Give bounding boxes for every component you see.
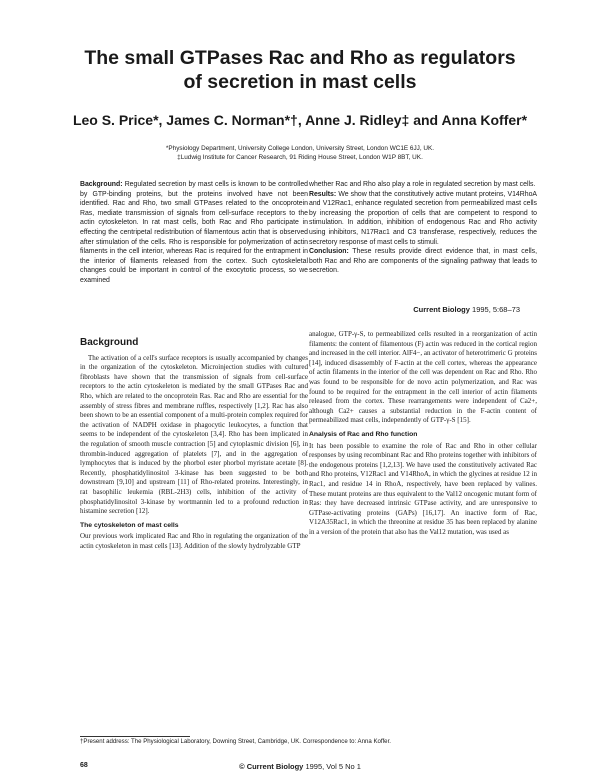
title-line-2: of secretion in mast cells [183,71,417,93]
results-text: We show that the constitutively active mutant proteins, V14RhoA and V12Rac1, enhance regulated secretion from permeabilized mast cells by increasing the proportion of cells that are competent to respond to stimulation. In addition, inhibition of endogenous Rac and Rho activity using inhibitors, N17Rac1 and C3 transferase, respectively, reduces the secretory response of mast cells to stimuli. [309,190,538,246]
title-line-1: The small GTPases Rac and Rho as regulators [84,47,516,69]
footnote: †Present address: The Physiological Laboratory, Downing Street, Cambridge, UK. Correspondence to: Anna Koffer. [80,738,391,745]
affiliations [60,144,540,162]
conclusion-paragraph [309,247,537,276]
abstract-right-column [309,180,537,276]
analysis-heading: Analysis of Rac and Rho function [309,430,418,438]
abstract-left-column [80,180,308,286]
background-continued: whether Rac and Rho also play a role in regulated secretion by mast cells. [309,181,536,188]
background-label: Background: [80,181,123,188]
conclusion-label: Conclusion: [309,248,349,256]
body-left-column [80,330,308,554]
conclusion-text: These results provide direct evidence that, in mast cells, both Rac and Rho are components of the signaling pathway that leads to secretion. [309,248,537,275]
article-title [60,46,540,94]
footer-journal [220,762,380,771]
results-paragraph [309,190,537,248]
cytoskeleton-paragraph: Our previous work implicated Rac and Rho in regulating the organization of the actin cytoskeleton in mast cells [13]. Addition of the slowly hydrolyzable GTP [80,532,308,550]
body-right-column [309,330,537,540]
background-paragraph: The activation of a cell's surface receptors is usually accompanied by changes in the organization of the cytoskeleton. Microinjection studies with cultured fibroblasts have shown that the transmission of signals from cell-surface receptors to the actin cytoskeleton is mediated by the small GTPases Rac and Rho, which are related to the oncoprotein Ras. Rac and Rho are essential for the assembly of stress fibres and membrane ruffles, respectively [1,2]. Rac has also been shown to be an essential component of a multi-protein complex required for the activation of NADPH oxidase in phagocytic leukocytes, a function that seems to be independent of the cytoskeleton [3,4]. Rho has been implicated in the regulation of smooth muscle contraction [5] and cytoplasmic division [6], in thrombin-induced aggregation of platelets [7], and in the aggregation of lymphocytes that is induced by the phorbol ester phorbol myristate acetate [8]. Recently, phosphatidylinositol 3-kinase has been suggested to be both downstream [9,10] and upstream [11] of Rho-related proteins. Interestingly, in rat basophilic leukemia (RBL-2H3) cells, inhibition of the activity of phosphatidylinositol 3-kinase by wortmannin led to a profound reduction in histamine secretion [12]. [80,353,308,516]
right-paragraph-1: analogue, GTP-γ-S, to permeabilized cells resulted in a reorganization of actin filaments: the content of filamentous (F) actin was reduced in the cortical region and increased in the cell interior. AlF4−, an activator of heterotrimeric G proteins [14], induced disassembly of F-actin at the cell cortex, whereas the appearance of actin filaments in the interior of the cell was dependent on Rac and Rho. Rho was found to be responsible for de novo actin polymerization, and Rac was found to be required for the entrapment in the cell interior of actin filaments released from the cortex. These rearrangements were independent of Ca2+, although Ca2+ causes a substantial reduction in the F-actin content of permeabilized mast cells, independently of GTP-γ-S [15]. [309,330,537,425]
cytoskeleton-heading: The cytoskeleton of mast cells [80,521,179,529]
affiliation-1: *Physiology Department, University College London, University Street, London WC1E 6JJ, UK. [165,145,435,152]
footer-journal-details: 1995, Vol 5 No 1 [305,762,361,771]
footnote-divider [80,736,190,737]
background-text: Regulated secretion by mast cells is known to be controlled by GTP-binding proteins, but the proteins involved have not been identified. Rac and Rho, two small GTPases related to the oncoprotein Ras, mediate transmission of signals from cell-surface receptors to the actin cytoskeleton. In rat mast cells, both Rac and Rho participate in effecting the centripetal redistribution of filamentous actin that is observed after stimulation of the cells. Rho is responsible for polymerization of actin filaments in the cell interior, whereas Rac is required for the entrapment in the interior of filaments released from the cortex. Such cytoskeletal changes could be important in control of the exocytotic process, so we examined [80,181,308,284]
footer-journal-name: © Current Biology [239,762,304,771]
citation-line [220,305,520,314]
background-heading: Background [80,337,139,348]
results-label: Results: [309,190,337,198]
citation-journal: Current Biology [413,305,470,314]
page-number: 68 [80,762,88,769]
citation-details: 1995, 5:68–73 [472,305,520,314]
affiliation-2: ‡Ludwig Institute for Cancer Research, 91 Riding House Street, London W1P 8BT, UK. [177,154,423,161]
author-list: Leo S. Price*, James C. Norman*†, Anne J. Ridley‡ and Anna Koffer* [72,112,528,128]
right-paragraph-2: It has been possible to examine the role of Rac and Rho in other cellular responses by using recombinant Rac and Rho proteins together with inhibitors of the endogenous proteins [1,2,13]. We have used the constitutively activated Rac and Rho proteins, V12Rac1 and V14RhoA, in which the glycines at residue 12 in Rac1, and residue 14 in RhoA, respectively, have been replaced by valines. These mutant proteins are thus equivalent to the Val12 oncogenic mutant form of Ras: they have decreased intrinsic GTPase activity, and are unresponsive to GTPase-activating proteins (GAPs) [16,17]. An inactive form of Rac, V12A35Rac1, in which the threonine at residue 35 has been replaced by alanine in a version of the protein that also has the Val12 mutation, was used as [309,441,537,536]
